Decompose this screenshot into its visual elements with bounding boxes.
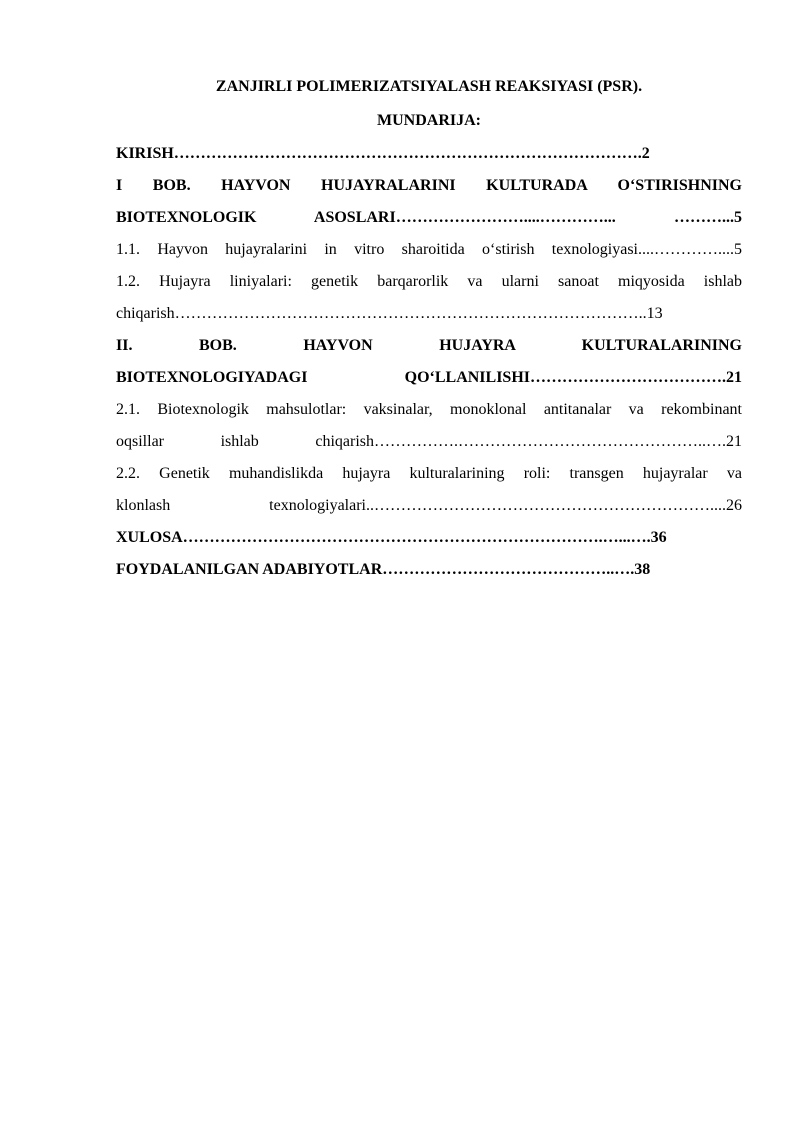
toc-entry-chapter-2: [116, 330, 742, 394]
toc-entry-section-2-1: [116, 394, 742, 458]
toc-entry-section-1-1: [116, 234, 742, 266]
toc-line: BIOTEXNOLOGIYADAGI QO‘LLANILISHI……………………………….21: [116, 369, 742, 386]
toc-line: FOYDALANILGAN ADABIYOTLAR……………………………………..….38: [116, 561, 651, 578]
toc-line: 1.2. Hujayra liniyalari: genetik barqarorlik va ularni sanoat miqyosida ishlab: [116, 273, 742, 290]
toc-line: klonlash texnologiyalari..………………………………………………………....26: [116, 497, 742, 514]
toc-entry-section-1-2: [116, 266, 742, 330]
toc-entry-chapter-1: [116, 170, 742, 234]
toc-line: II. BOB. HAYVON HUJAYRA KULTURALARINING: [116, 337, 742, 354]
toc-entry-references: [116, 554, 742, 586]
toc-line: I BOB. HAYVON HUJAYRALARINI KULTURADA O‘STIRISHNING: [116, 177, 742, 194]
document-page: [116, 70, 742, 586]
toc-line: XULOSA…………………………………………………………………….…...….36: [116, 529, 667, 546]
table-of-contents: [116, 138, 742, 586]
toc-line: 2.1. Biotexnologik mahsulotlar: vaksinalar, monoklonal antitanalar va rekombinant: [116, 401, 742, 418]
toc-line: 1.1. Hayvon hujayralarini in vitro sharoitida o‘stirish texnologiyasi....…………....5: [116, 241, 742, 258]
toc-line: BIOTEXNOLOGIK ASOSLARI……………………....…………... ………...5: [116, 209, 742, 226]
toc-line: chiqarish……………………………………………………………………………..13: [116, 305, 663, 322]
toc-entry-kirish: [116, 138, 742, 170]
toc-entry-xulosa: [116, 522, 742, 554]
toc-line: KIRISH…………………………………………………………………………….2: [116, 145, 650, 162]
toc-entry-section-2-2: [116, 458, 742, 522]
toc-line: 2.2. Genetik muhandislikda hujayra kulturalarining roli: transgen hujayralar va: [116, 465, 742, 482]
toc-line: oqsillar ishlab chiqarish…………….………………………………………..….21: [116, 433, 742, 450]
document-title: ZANJIRLI POLIMERIZATSIYALASH REAKSIYASI (PSR).: [215, 78, 643, 95]
toc-heading: MUNDARIJA:: [377, 112, 481, 129]
